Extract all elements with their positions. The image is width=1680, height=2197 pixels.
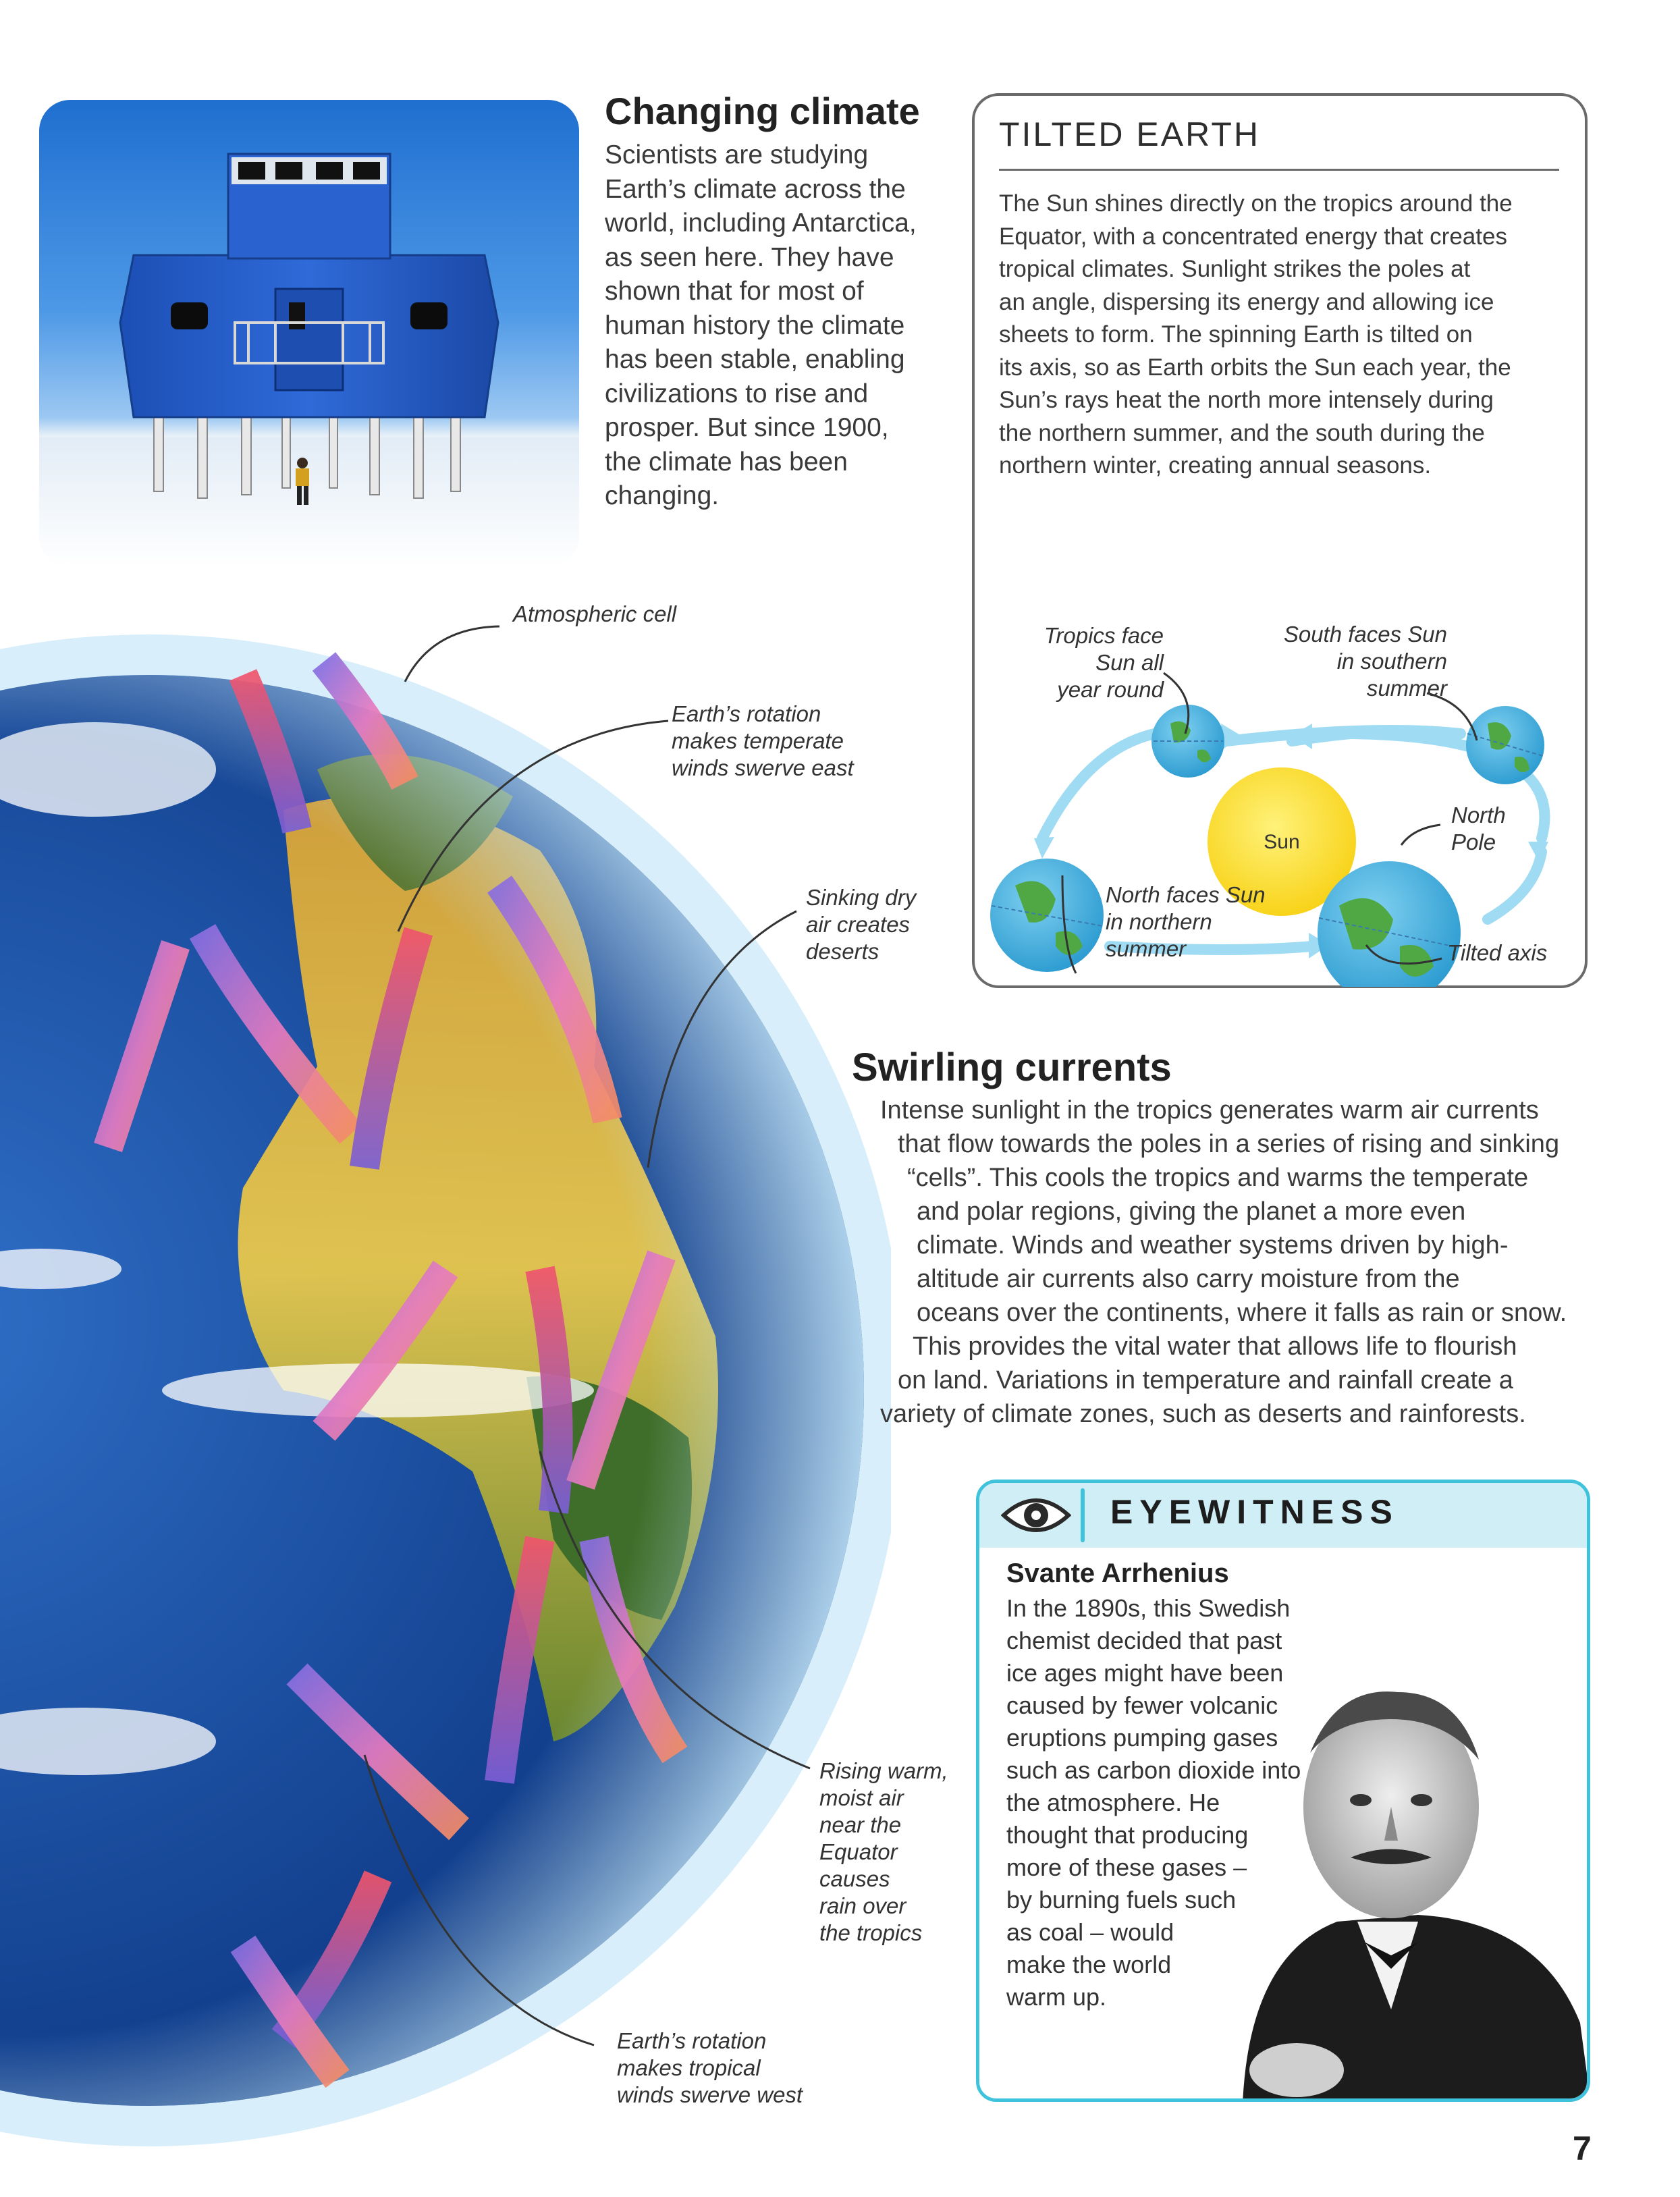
label-line: in southern xyxy=(1336,649,1447,674)
orbit-graphic xyxy=(975,501,1585,987)
eyewitness-header-band xyxy=(979,1483,1587,1548)
label-line: the tropics xyxy=(819,1920,923,1945)
text-line: The Sun shines directly on the tropics around the xyxy=(999,190,1513,217)
orbit-arrowhead xyxy=(1034,837,1054,859)
label-line: Sun all xyxy=(1095,650,1164,675)
label-line: summer xyxy=(1106,936,1187,961)
text-line: prosper. But since 1900, xyxy=(605,413,889,442)
text-line: thought that producing xyxy=(1006,1821,1249,1849)
text-line: eruptions pumping gases xyxy=(1006,1724,1278,1752)
text-line: as coal – would xyxy=(1006,1918,1174,1946)
text-line: northern winter, creating annual seasons. xyxy=(999,452,1432,479)
label-line: Tropics face xyxy=(1044,623,1164,648)
station-illustration xyxy=(39,100,579,567)
label-line: South faces Sun xyxy=(1283,622,1447,647)
eyewitness-heading: EYEWITNESS xyxy=(1110,1493,1399,1531)
earth-icon xyxy=(1466,706,1544,784)
text-line: that flow towards the poles in a series of rising and sinking xyxy=(898,1130,1560,1158)
annotation-sinking-dry-air xyxy=(806,884,916,965)
annotation-rising-warm-air xyxy=(819,1758,948,1947)
text-line: warm up. xyxy=(1006,1983,1107,2011)
text-line: human history the climate xyxy=(605,310,905,340)
text-line: chemist decided that past xyxy=(1006,1627,1282,1654)
label-line: Sinking dry xyxy=(806,885,917,910)
label-north-faces-sun xyxy=(1106,881,1266,962)
text-line: such as carbon dioxide into xyxy=(1006,1756,1301,1784)
label-line: makes temperate xyxy=(672,728,844,753)
text-line: “cells”. This cools the tropics and warms the temperate xyxy=(907,1164,1529,1192)
tilted-earth-text xyxy=(999,188,1573,483)
label-line: year round xyxy=(1057,677,1164,702)
label-tilted-axis: Tilted axis xyxy=(1447,940,1548,965)
text-line: sheets to form. The spinning Earth is tilted on xyxy=(999,321,1473,348)
text-line: Scientists are studying xyxy=(605,140,869,169)
annotation-rotation-west xyxy=(617,2028,803,2109)
annotation-rotation-east xyxy=(672,701,854,782)
label-line: Rising warm, xyxy=(819,1758,948,1783)
label-line: Equator xyxy=(819,1839,898,1864)
text-line: Intense sunlight in the tropics generates warm air currents xyxy=(880,1096,1539,1124)
label-line: causes xyxy=(819,1866,890,1891)
text-line: as seen here. They have xyxy=(605,242,894,272)
tilted-earth-box xyxy=(972,93,1588,988)
label-line: near the xyxy=(819,1812,902,1837)
label-line: winds swerve west xyxy=(617,2082,803,2107)
text-line: shown that for most of xyxy=(605,277,864,306)
text-line: changing. xyxy=(605,481,720,510)
label-line: North faces Sun xyxy=(1106,882,1266,907)
earth-icon xyxy=(990,859,1104,972)
label-line: North xyxy=(1451,803,1506,828)
text-line: tropical climates. Sunlight strikes the poles at xyxy=(999,256,1471,282)
tilted-earth-heading: TILTED EARTH xyxy=(999,115,1260,153)
annotation-atmospheric-cell: Atmospheric cell xyxy=(513,601,677,626)
label-line: summer xyxy=(1366,676,1447,701)
label-line: in northern xyxy=(1106,909,1212,934)
text-line: Equator, with a concentrated energy that creates xyxy=(999,223,1507,250)
label-line: moist air xyxy=(819,1785,904,1810)
text-line: has been stable, enabling xyxy=(605,345,905,374)
eye-icon xyxy=(1001,1492,1071,1538)
text-line: oceans over the continents, where it falls as rain or snow. xyxy=(917,1299,1567,1327)
globe-illustration xyxy=(0,594,891,2194)
label-line: deserts xyxy=(806,939,879,964)
label-line: Earth’s rotation xyxy=(617,2028,767,2053)
heading-divider xyxy=(999,169,1559,171)
eyewitness-name: Svante Arrhenius xyxy=(1006,1558,1229,1588)
swirling-currents-title: Swirling currents xyxy=(852,1046,1172,1089)
text-line: its axis, so as Earth orbits the Sun each year, the xyxy=(999,354,1511,381)
text-line: and polar regions, giving the planet a more even xyxy=(917,1197,1466,1226)
annotation-pointers xyxy=(0,594,891,2194)
label-line: Pole xyxy=(1451,830,1496,855)
label-line: makes tropical xyxy=(617,2055,761,2080)
text-line: world, including Antarctica, xyxy=(605,209,917,238)
text-line: the atmosphere. He xyxy=(1006,1789,1220,1816)
text-line: by burning fuels such xyxy=(1006,1886,1237,1914)
text-line: altitude air currents also carry moisture from the xyxy=(917,1265,1460,1293)
label-line: Earth’s rotation xyxy=(672,701,821,726)
text-line: variety of climate zones, such as deserts and rainforests. xyxy=(880,1400,1526,1428)
text-line: the climate has been xyxy=(605,447,848,477)
text-line: make the world xyxy=(1006,1951,1172,1978)
antarctic-station-photo xyxy=(39,100,579,567)
orbit-diagram xyxy=(975,501,1585,987)
label-south-faces-sun xyxy=(1251,621,1447,702)
text-line: civilizations to rise and xyxy=(605,379,869,408)
text-line: This provides the vital water that allows life to flourish xyxy=(913,1332,1517,1361)
label-line: air creates xyxy=(806,912,911,937)
eyewitness-box xyxy=(976,1480,1590,2102)
changing-climate-title: Changing climate xyxy=(605,90,920,132)
sun-label: Sun xyxy=(1264,831,1300,853)
text-line: more of these gases – xyxy=(1006,1853,1247,1881)
text-line: an angle, dispersing its energy and allowing ice xyxy=(999,288,1494,315)
label-line: winds swerve east xyxy=(672,755,854,780)
header-divider xyxy=(1081,1488,1085,1542)
text-line: caused by fewer volcanic xyxy=(1006,1691,1278,1719)
label-line: rain over xyxy=(819,1893,906,1918)
changing-climate-text xyxy=(605,138,956,514)
label-north-pole xyxy=(1451,802,1506,856)
eyewitness-text xyxy=(1006,1592,1357,2013)
text-line: on land. Variations in temperature and rainfall create a xyxy=(898,1366,1513,1394)
text-line: the northern summer, and the south during the xyxy=(999,419,1485,446)
text-line: ice ages might have been xyxy=(1006,1659,1284,1687)
page-number: 7 xyxy=(1573,2130,1592,2167)
text-line: Earth’s climate across the xyxy=(605,174,906,204)
text-line: climate. Winds and weather systems driven by high- xyxy=(917,1231,1509,1259)
text-line: In the 1890s, this Swedish xyxy=(1006,1594,1291,1622)
text-line: Sun’s rays heat the north more intensely during xyxy=(999,387,1494,413)
label-tropics xyxy=(1029,622,1164,703)
